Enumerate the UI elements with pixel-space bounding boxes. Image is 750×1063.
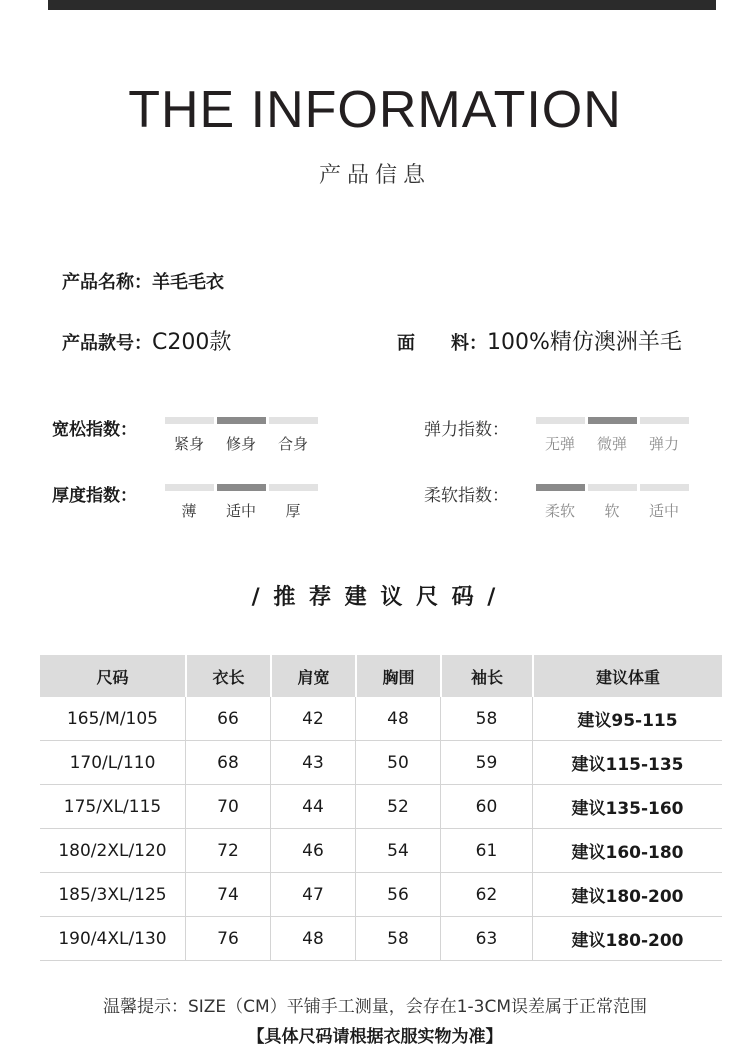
meter-option: 微弹 bbox=[596, 435, 627, 453]
chest-cell: 52 bbox=[355, 785, 440, 828]
column-header: 建议体重 bbox=[532, 655, 722, 697]
size-reference-note: 【具体尺码请根据衣服实物为准】 bbox=[247, 1027, 503, 1047]
length-cell: 66 bbox=[185, 697, 270, 740]
shoulder-cell: 44 bbox=[270, 785, 355, 828]
shoulder-cell: 48 bbox=[270, 917, 355, 960]
size-cell: 170/L/110 bbox=[69, 752, 156, 773]
shoulder-cell: 43 bbox=[270, 741, 355, 784]
size-cell: 180/2XL/120 bbox=[58, 840, 167, 861]
column-header: 尺码 bbox=[96, 667, 129, 687]
table-row bbox=[40, 873, 722, 917]
weight-cell: 建议95-115 bbox=[532, 697, 722, 740]
product-name-row bbox=[62, 268, 224, 294]
meter-option: 适中 bbox=[225, 502, 256, 520]
meter-segment bbox=[536, 484, 585, 491]
meter-option: 厚 bbox=[285, 502, 301, 520]
table-row bbox=[40, 829, 722, 873]
meter-segment bbox=[640, 417, 689, 424]
product-name-label: 产品名称： bbox=[62, 272, 152, 293]
size-cell: 175/XL/115 bbox=[63, 796, 162, 817]
meter-option: 适中 bbox=[648, 502, 679, 520]
meter-segment bbox=[588, 417, 637, 424]
weight-cell: 建议180-200 bbox=[532, 917, 722, 960]
product-fabric-label: 面 料： bbox=[397, 333, 487, 354]
page-subtitle: 产品信息 bbox=[318, 163, 431, 188]
weight-cell: 建议115-135 bbox=[532, 741, 722, 784]
size-section-title: / 推 荐 建 议 尺 码 / bbox=[251, 585, 499, 610]
weight-cell: 建议135-160 bbox=[532, 785, 722, 828]
top-banner-bar bbox=[48, 0, 716, 10]
product-name-value: 羊毛毛衣 bbox=[152, 272, 224, 293]
sleeve-cell: 63 bbox=[440, 917, 532, 960]
fit-index-label: 宽松指数： bbox=[52, 420, 137, 440]
column-header: 胸围 bbox=[355, 655, 440, 697]
meter-option: 软 bbox=[604, 502, 620, 520]
meter-option: 合身 bbox=[277, 435, 308, 453]
column-header: 衣长 bbox=[185, 655, 270, 697]
sleeve-cell: 60 bbox=[440, 785, 532, 828]
softness-index-meter bbox=[536, 484, 691, 524]
length-cell: 76 bbox=[185, 917, 270, 960]
meter-segment bbox=[269, 484, 318, 491]
meter-option: 紧身 bbox=[173, 435, 204, 453]
size-table bbox=[40, 655, 722, 961]
chest-cell: 54 bbox=[355, 829, 440, 872]
size-cell: 190/4XL/130 bbox=[58, 928, 167, 949]
product-fabric-value: 100%精仿澳洲羊毛 bbox=[487, 330, 682, 355]
weight-cell: 建议160-180 bbox=[532, 829, 722, 872]
meter-option: 修身 bbox=[225, 435, 256, 453]
length-cell: 70 bbox=[185, 785, 270, 828]
size-cell: 185/3XL/125 bbox=[58, 884, 167, 905]
elasticity-index-meter bbox=[536, 417, 691, 457]
thickness-index-meter bbox=[165, 484, 320, 524]
meter-segment bbox=[536, 417, 585, 424]
column-header: 袖长 bbox=[440, 655, 532, 697]
sleeve-cell: 58 bbox=[440, 697, 532, 740]
elasticity-index-label: 弹力指数： bbox=[424, 420, 509, 440]
product-style-row bbox=[62, 325, 231, 356]
length-cell: 72 bbox=[185, 829, 270, 872]
sleeve-cell: 62 bbox=[440, 873, 532, 916]
meter-option: 弹力 bbox=[648, 435, 679, 453]
meter-segment bbox=[269, 417, 318, 424]
meter-segment bbox=[165, 484, 214, 491]
size-cell: 165/M/105 bbox=[66, 708, 159, 729]
sleeve-cell: 61 bbox=[440, 829, 532, 872]
measurement-tip: 温馨提示：SIZE（CM）平铺手工测量，会存在1-3CM误差属于正常范围 bbox=[102, 997, 648, 1017]
product-style-label: 产品款号： bbox=[62, 333, 152, 354]
chest-cell: 48 bbox=[355, 697, 440, 740]
page-title: THE INFORMATION bbox=[128, 81, 622, 139]
sleeve-cell: 59 bbox=[440, 741, 532, 784]
shoulder-cell: 42 bbox=[270, 697, 355, 740]
length-cell: 74 bbox=[185, 873, 270, 916]
meter-option: 柔软 bbox=[544, 502, 575, 520]
shoulder-cell: 46 bbox=[270, 829, 355, 872]
table-row bbox=[40, 785, 722, 829]
table-row bbox=[40, 697, 722, 741]
chest-cell: 56 bbox=[355, 873, 440, 916]
product-fabric-row bbox=[397, 325, 682, 356]
table-row bbox=[40, 917, 722, 961]
thickness-index-label: 厚度指数： bbox=[52, 486, 137, 506]
chest-cell: 58 bbox=[355, 917, 440, 960]
length-cell: 68 bbox=[185, 741, 270, 784]
meter-segment bbox=[588, 484, 637, 491]
meter-option: 无弹 bbox=[544, 435, 575, 453]
meter-segment bbox=[165, 417, 214, 424]
meter-segment bbox=[217, 484, 266, 491]
table-header-row bbox=[40, 655, 722, 697]
weight-cell: 建议180-200 bbox=[532, 873, 722, 916]
softness-index-label: 柔软指数： bbox=[424, 486, 509, 506]
meter-segment bbox=[640, 484, 689, 491]
shoulder-cell: 47 bbox=[270, 873, 355, 916]
column-header: 肩宽 bbox=[270, 655, 355, 697]
meter-segment bbox=[217, 417, 266, 424]
chest-cell: 50 bbox=[355, 741, 440, 784]
meter-option: 薄 bbox=[181, 502, 197, 520]
table-row bbox=[40, 741, 722, 785]
product-style-value: C200款 bbox=[152, 330, 232, 355]
fit-index-meter bbox=[165, 417, 320, 457]
